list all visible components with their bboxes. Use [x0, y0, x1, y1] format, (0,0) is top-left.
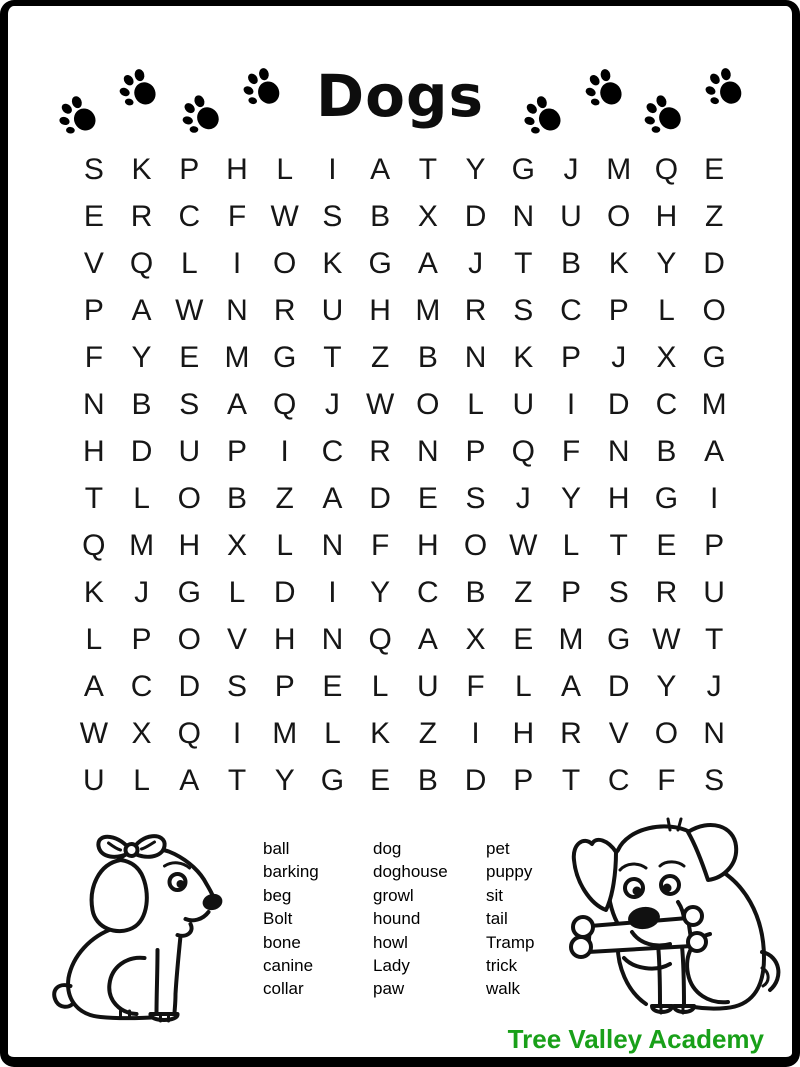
grid-letter: N — [226, 293, 248, 327]
grid-letter: U — [83, 764, 105, 798]
grid-letter: L — [228, 576, 246, 610]
grid-letter: S — [83, 152, 104, 186]
grid-letter: L — [276, 529, 294, 563]
grid-letter: I — [566, 387, 576, 421]
grid-letter: L — [276, 152, 294, 186]
grid-letter: D — [464, 764, 487, 798]
grid-letter: A — [322, 482, 343, 516]
grid-letter: H — [83, 434, 105, 468]
grid-letter: M — [415, 293, 441, 327]
grid-letter: Z — [704, 199, 724, 233]
grid-letter: B — [560, 246, 581, 280]
grid-letter: Z — [370, 340, 390, 374]
grid-letter: Q — [511, 434, 535, 468]
grid-letter: L — [85, 623, 103, 657]
grid-letter: S — [465, 482, 486, 516]
grid-letter: Q — [654, 152, 679, 186]
grid-letter: N — [417, 434, 439, 468]
grid-letter: H — [369, 293, 391, 327]
grid-letter: T — [323, 340, 342, 374]
grid-letter: X — [465, 623, 486, 657]
grid-letter: E — [322, 670, 343, 704]
word-item: puppy — [486, 862, 533, 882]
word-item: pet — [486, 839, 510, 858]
grid-letter: Y — [560, 482, 581, 516]
grid-letter: E — [83, 199, 104, 233]
grid-letter: Q — [273, 387, 297, 421]
grid-letter: P — [608, 293, 629, 327]
grid-letter: O — [416, 387, 440, 421]
grid-letter: L — [658, 293, 675, 327]
word-item: doghouse — [373, 862, 448, 882]
grid-letter: S — [322, 199, 343, 233]
grid-letter: E — [179, 340, 200, 374]
word-item: canine — [263, 956, 314, 976]
word-item: sit — [486, 885, 503, 905]
grid-letter: Y — [131, 340, 152, 374]
word-list-column — [263, 837, 373, 1001]
grid-letter: G — [273, 340, 297, 374]
grid-letter: P — [179, 152, 200, 186]
grid-letter: G — [320, 764, 345, 798]
grid-letter: A — [179, 764, 200, 798]
grid-letter: F — [84, 340, 104, 374]
grid-letter: A — [226, 387, 247, 421]
grid-letter: F — [466, 670, 485, 704]
grid-letter: K — [370, 717, 391, 751]
grid-letter: G — [702, 340, 726, 374]
grid-letter: B — [465, 576, 486, 610]
grid-letter: Y — [656, 670, 677, 704]
grid-letter: K — [322, 246, 343, 280]
grid-letter: H — [607, 482, 630, 516]
grid-letter: D — [607, 670, 630, 704]
grid-letter: J — [324, 387, 340, 421]
grid-letter: V — [608, 717, 629, 751]
grid-letter: A — [417, 623, 438, 657]
grid-letter: W — [365, 387, 395, 421]
grid-letter: T — [227, 764, 247, 798]
grid-letter: Z — [275, 482, 294, 516]
grid-letter: I — [232, 246, 242, 280]
grid-letter: U — [703, 576, 725, 610]
word-item: Lady — [373, 956, 410, 976]
grid-letter: C — [321, 434, 344, 468]
grid-letter: P — [83, 293, 104, 327]
grid-letter: P — [274, 670, 295, 704]
grid-letter: B — [417, 764, 438, 798]
word-item: bone — [263, 932, 301, 952]
grid-letter: O — [702, 293, 726, 327]
grid-letter: L — [514, 670, 532, 704]
grid-letter: P — [465, 434, 486, 468]
grid-letter: K — [131, 152, 152, 186]
grid-letter: U — [512, 387, 535, 421]
grid-letter: R — [369, 434, 391, 468]
grid-letter: P — [226, 434, 247, 468]
grid-letter: P — [131, 623, 152, 657]
grid-letter: S — [704, 764, 725, 798]
grid-letter: J — [563, 152, 579, 186]
grid-letter: K — [513, 340, 534, 374]
word-item: beg — [263, 885, 292, 905]
word-item: howl — [373, 932, 408, 952]
grid-letter: A — [560, 670, 581, 704]
puppy-with-bow-illustration — [28, 816, 244, 1028]
grid-letter: N — [83, 387, 105, 421]
grid-letter: U — [417, 670, 439, 704]
grid-letter: F — [657, 764, 676, 798]
grid-letter: F — [370, 529, 390, 563]
grid-letter: H — [226, 152, 248, 186]
grid-letter: I — [328, 152, 337, 186]
grid-letter: K — [83, 576, 104, 610]
grid-letter: Z — [418, 717, 438, 751]
grid-letter: I — [280, 434, 289, 468]
grid-letter: R — [130, 199, 153, 233]
grid-letter: L — [467, 387, 484, 421]
grid-letter: Y — [370, 576, 391, 610]
grid-letter: W — [270, 199, 299, 233]
grid-letter: T — [84, 482, 104, 516]
word-item: collar — [263, 979, 304, 999]
grid-letter: N — [321, 529, 344, 563]
grid-letter: W — [509, 529, 538, 563]
grid-letter: Y — [465, 152, 486, 186]
grid-letter: F — [227, 199, 247, 233]
grid-letter: H — [417, 529, 439, 563]
grid-letter: U — [560, 199, 582, 233]
grid-letter: D — [130, 434, 153, 468]
grid-letter: P — [513, 764, 534, 798]
grid-letter: J — [468, 246, 484, 280]
grid-letter: L — [133, 764, 150, 798]
grid-letter: G — [511, 152, 535, 186]
grid-letter: E — [513, 623, 534, 657]
grid-letter: O — [273, 246, 297, 280]
grid-letter: Q — [177, 717, 201, 751]
grid-letter: P — [560, 576, 581, 610]
grid-letter: M — [701, 387, 727, 421]
grid-letter: Q — [368, 623, 392, 657]
grid-letter: N — [703, 717, 725, 751]
grid-letter: W — [175, 293, 204, 327]
grid-letter: T — [418, 152, 438, 186]
grid-letter: O — [463, 529, 488, 563]
grid-letter: X — [656, 340, 677, 374]
grid-letter: H — [178, 529, 201, 563]
grid-letter: N — [321, 623, 344, 657]
grid-letter: E — [370, 764, 391, 798]
grid-letter: D — [178, 670, 201, 704]
grid-letter: A — [417, 246, 438, 280]
grid-letter: L — [324, 717, 341, 751]
grid-letter: L — [133, 482, 150, 516]
grid-letter: P — [704, 529, 725, 563]
grid-letter: B — [417, 340, 438, 374]
grid-letter: F — [561, 434, 581, 468]
grid-letter: M — [129, 529, 155, 563]
grid-letter: K — [608, 246, 629, 280]
word-item: tail — [486, 909, 508, 929]
grid-letter: O — [654, 717, 679, 751]
word-item: dog — [373, 839, 402, 858]
grid-letter: A — [704, 434, 725, 468]
word-item: ball — [263, 839, 290, 858]
grid-letter: R — [655, 576, 678, 610]
grid-letter: H — [655, 199, 678, 233]
puppy-with-bone-illustration — [558, 806, 790, 1022]
grid-letter: R — [464, 293, 487, 327]
paw-print-icon — [704, 64, 747, 109]
grid-letter: Z — [514, 576, 533, 610]
grid-letter: J — [515, 482, 531, 516]
word-item: hound — [373, 909, 421, 929]
grid-letter: J — [134, 576, 150, 610]
word-list-column — [373, 837, 486, 1001]
grid-letter: B — [226, 482, 247, 516]
grid-letter: N — [607, 434, 630, 468]
grid-letter: Q — [82, 529, 106, 563]
grid-letter: J — [611, 340, 627, 374]
grid-letter: R — [273, 293, 296, 327]
letter-grid — [70, 146, 738, 805]
grid-letter: A — [370, 152, 391, 186]
grid-letter: S — [226, 670, 247, 704]
grid-letter: T — [514, 246, 533, 280]
grid-letter: N — [512, 199, 535, 233]
page-title: Dogs — [315, 62, 485, 130]
grid-letter: S — [513, 293, 534, 327]
grid-letter: S — [179, 387, 200, 421]
grid-letter: I — [471, 717, 480, 751]
grid-letter: T — [561, 764, 581, 798]
grid-letter: Y — [656, 246, 677, 280]
grid-letter: I — [232, 717, 242, 751]
word-item: trick — [486, 956, 518, 976]
grid-letter: O — [607, 199, 631, 233]
grid-letter: D — [607, 387, 630, 421]
grid-letter: B — [131, 387, 152, 421]
grid-letter: D — [464, 199, 487, 233]
grid-letter: N — [464, 340, 487, 374]
grid-letter: H — [273, 623, 296, 657]
paw-print-icon — [242, 64, 285, 109]
grid-letter: Q — [129, 246, 154, 280]
grid-letter: E — [704, 152, 725, 186]
grid-letter: D — [703, 246, 725, 280]
grid-letter: T — [609, 529, 628, 563]
grid-letter: B — [656, 434, 677, 468]
grid-letter: B — [370, 199, 391, 233]
grid-letter: D — [369, 482, 391, 516]
grid-letter: C — [130, 670, 153, 704]
grid-letter: G — [177, 576, 201, 610]
grid-letter: X — [226, 529, 247, 563]
grid-letter: C — [655, 387, 678, 421]
word-item: Tramp — [486, 932, 535, 952]
grid-letter: T — [704, 623, 724, 657]
word-item: paw — [373, 979, 405, 999]
grid-letter: C — [607, 764, 630, 798]
grid-letter: W — [652, 623, 681, 657]
grid-letter: E — [656, 529, 677, 563]
word-item: Bolt — [263, 909, 293, 929]
grid-letter: D — [273, 576, 296, 610]
grid-letter: J — [706, 670, 722, 704]
grid-letter: W — [79, 717, 109, 751]
grid-letter: I — [328, 576, 337, 610]
paw-print-icon — [117, 64, 161, 110]
word-item: barking — [263, 862, 319, 882]
grid-letter: E — [417, 482, 438, 516]
grid-letter: V — [226, 623, 247, 657]
grid-letter: Y — [274, 764, 295, 798]
grid-letter: C — [178, 199, 201, 233]
grid-letter: O — [177, 482, 201, 516]
grid-letter: U — [321, 293, 344, 327]
grid-letter: G — [368, 246, 392, 280]
word-item: walk — [486, 979, 521, 999]
grid-letter: M — [224, 340, 250, 374]
paw-print-icon — [583, 64, 627, 110]
grid-letter: X — [417, 199, 438, 233]
grid-letter: M — [272, 717, 298, 751]
grid-letter: G — [607, 623, 631, 657]
grid-letter: C — [560, 293, 582, 327]
grid-letter: L — [371, 670, 389, 704]
grid-letter: G — [654, 482, 679, 516]
grid-letter: M — [558, 623, 584, 657]
grid-letter: S — [608, 576, 629, 610]
grid-letter: H — [512, 717, 535, 751]
grid-letter: X — [131, 717, 152, 751]
word-item: growl — [373, 885, 414, 905]
grid-letter: I — [709, 482, 719, 516]
word-list — [263, 837, 599, 1001]
grid-letter: U — [178, 434, 201, 468]
grid-letter: O — [177, 623, 201, 657]
grid-letter: R — [560, 717, 582, 751]
grid-letter: P — [560, 340, 581, 374]
grid-letter: L — [180, 246, 198, 280]
grid-letter: A — [131, 293, 152, 327]
grid-letter: C — [417, 576, 439, 610]
grid-letter: M — [606, 152, 632, 186]
grid-letter: A — [83, 670, 104, 704]
brand-text: Tree Valley Academy — [507, 1024, 764, 1054]
grid-letter: V — [83, 246, 104, 280]
grid-letter: L — [562, 529, 580, 563]
